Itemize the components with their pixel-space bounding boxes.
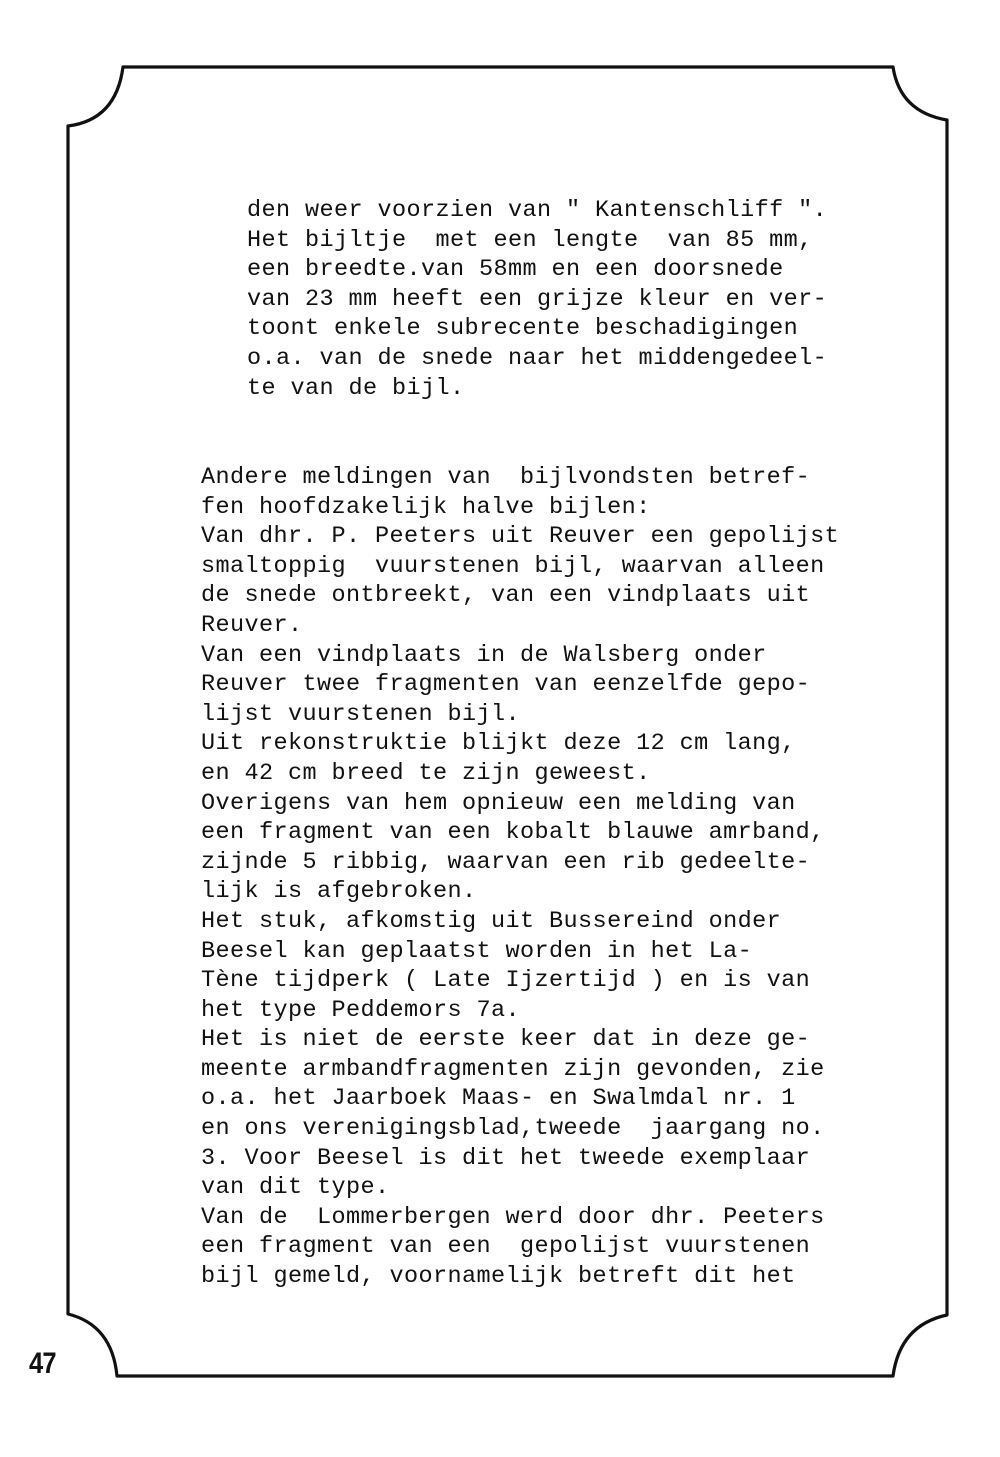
text-line: toont enkele subrecente beschadigingen bbox=[247, 315, 799, 343]
text-line: een breedte.van 58mm en een doorsnede bbox=[247, 256, 784, 284]
page-number: 47 bbox=[29, 1347, 56, 1380]
text-line: te van de bijl. bbox=[247, 374, 465, 402]
text-line: meente armbandfragmenten zijn gevonden, zie bbox=[201, 1055, 825, 1083]
text-line: lijst vuurstenen bijl. bbox=[201, 700, 521, 728]
text-line: o.a. van de snede naar het middengedeel- bbox=[247, 344, 828, 372]
text-line: smaltoppig vuurstenen bijl, waarvan alleen bbox=[201, 552, 825, 580]
text-line: Van dhr. P. Peeters uit Reuver een gepolijst bbox=[201, 523, 840, 551]
text-line: Reuver. bbox=[201, 611, 303, 639]
text-line: Andere meldingen van bijlvondsten betref- bbox=[201, 464, 811, 491]
paragraph-other-reports bbox=[201, 463, 839, 1292]
text-line: van dit type. bbox=[201, 1174, 390, 1202]
text-line: o.a. het Jaarboek Maas- en Swalmdal nr. 1 bbox=[201, 1085, 796, 1113]
text-line: van 23 mm heeft een grijze kleur en ver- bbox=[247, 285, 828, 313]
text-line: Uit rekonstruktie blijkt deze 12 cm lang, bbox=[201, 730, 796, 758]
text-line: een fragment van een kobalt blauwe amrband, bbox=[201, 819, 825, 847]
text-line: Beesel kan geplaatst worden in het La- bbox=[201, 937, 753, 965]
text-line: zijnde 5 ribbig, waarvan een rib gedeelte- bbox=[201, 848, 811, 876]
text-line: en ons verenigingsblad,tweede jaargang no. bbox=[201, 1115, 825, 1143]
text-line: de snede ontbreekt, van een vindplaats uit bbox=[201, 582, 811, 610]
paragraph-axe-description bbox=[247, 196, 827, 403]
text-line: Van de Lommerbergen werd door dhr. Peeters bbox=[201, 1203, 825, 1231]
text-line: Van een vindplaats in de Walsberg onder bbox=[201, 641, 767, 669]
text-line: Het stuk, afkomstig uit Bussereind onder bbox=[201, 907, 782, 935]
text-line: den weer voorzien van " Kantenschliff ". bbox=[247, 197, 828, 224]
text-line: het type Peddemors 7a. bbox=[201, 996, 521, 1024]
text-line: 3. Voor Beesel is dit het tweede exemplaar bbox=[201, 1144, 811, 1172]
text-line: bijl gemeld, voornamelijk betreft dit het bbox=[201, 1263, 796, 1291]
text-line: fen hoofdzakelijk halve bijlen: bbox=[201, 493, 651, 521]
text-line: Overigens van hem opnieuw een melding van bbox=[201, 789, 796, 817]
text-line: Het is niet de eerste keer dat in deze ge- bbox=[201, 1026, 811, 1054]
text-line: een fragment van een gepolijst vuurstenen bbox=[201, 1233, 811, 1261]
text-line: en 42 cm breed te zijn geweest. bbox=[201, 759, 651, 787]
text-line: lijk is afgebroken. bbox=[201, 878, 477, 906]
text-line: Reuver twee fragmenten van eenzelfde gepo- bbox=[201, 671, 811, 699]
text-line: Tène tijdperk ( Late Ijzertijd ) en is van bbox=[201, 967, 811, 995]
text-line: Het bijltje met een lengte van 85 mm, bbox=[247, 226, 813, 254]
